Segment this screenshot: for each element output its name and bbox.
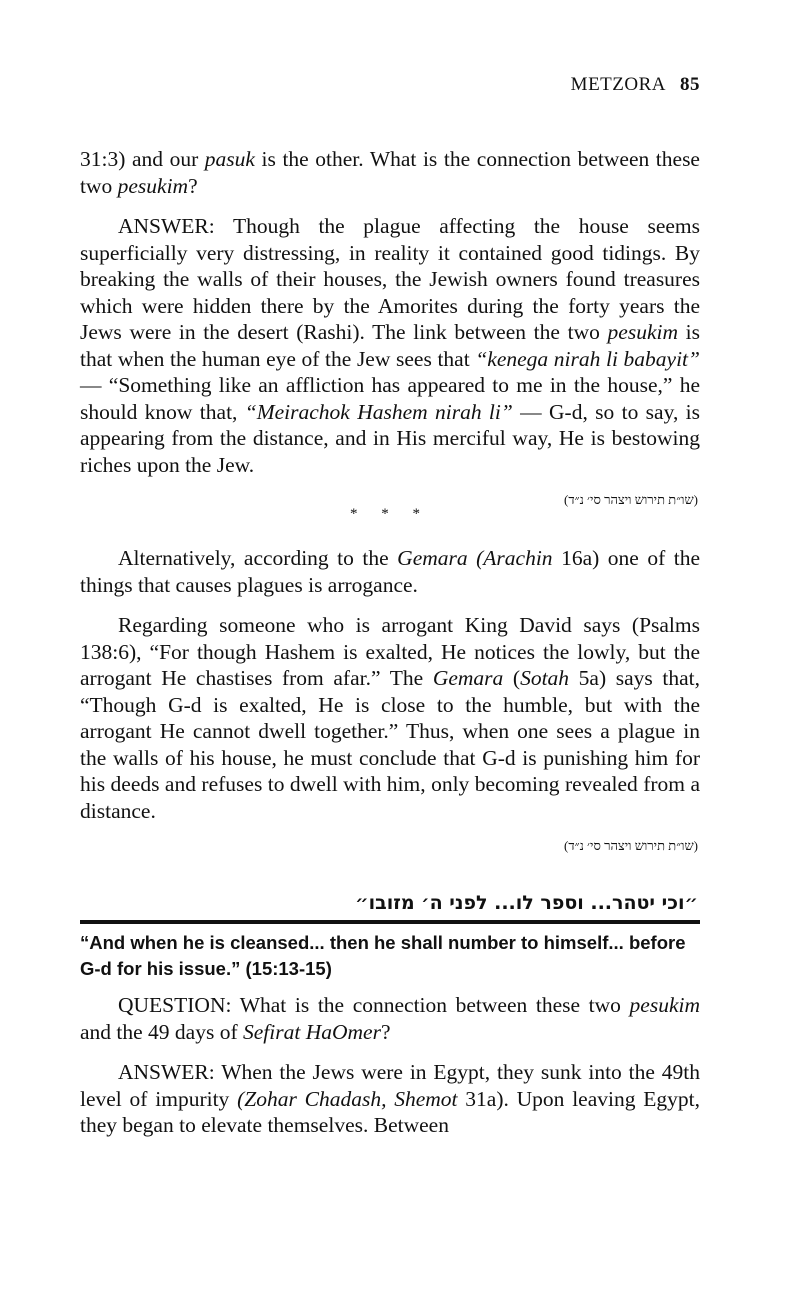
header-title: METZORA [570, 74, 666, 95]
paragraph-1: 31:3) and our pasuk is the other. What is the connection between these two pesukim? [80, 147, 700, 198]
hebrew-verse-heading: ״וכי יטהר... וספר לו... לפני ה׳ מזובו״ [355, 892, 698, 914]
english-verse-heading: “And when he is cleansed... then he shall number to himself... before G-d for his issue.” (15:13-15) [80, 932, 686, 979]
running-header [571, 74, 700, 96]
paragraph-answer-2: ANSWER: When the Jews were in Egypt, they sunk into the 49th level of impurity (Zohar Chadash, Shemot 31a). Upon leaving Egypt, they began to elevate themselves. Between [80, 1060, 701, 1137]
source-citation-1: (שו״ת תירוש ויצהר סי׳ נ״ד) [564, 492, 698, 507]
page-number: 85 [680, 74, 700, 95]
section-break-stars: * * * [350, 506, 430, 522]
heading-rule [80, 920, 700, 924]
paragraph-answer-1: ANSWER: Though the plague affecting the house seems superficially very distressing, in reality it contained good tidings. By breaking the walls of their houses, the Jewish owners found treasures which were hidden there by the Amorites during the forty years the Jews were in the desert (Rashi). The link between the two pesukim is that when the human eye of the Jew sees that “kenega nirah li babayit” — “Something like an affliction has appeared to me in the house,” he should know that, “Meirachok Hashem nirah li” — G-d, so to say, is appearing from the distance, and in His merciful way, He is bestowing riches upon the Jew. [80, 214, 700, 477]
paragraph-arrogance: Regarding someone who is arrogant King David says (Psalms 138:6), “For though Hashem is exalted, He notices the lowly, but the arrogant He chastises from afar.” The Gemara (Sotah 5a) says that, “Though G-d is exalted, He is close to the humble, but with the arrogant He cannot dwell together.” Thus, when one sees a plague in the walls of his house, he must conclude that G-d is punishing him for his deeds and refuses to dwell with him, only becoming revealed from a distance. [80, 613, 700, 823]
paragraph-alternatively: Alternatively, according to the Gemara (Arachin 16a) one of the things that causes plagues is arrogance. [80, 546, 700, 597]
page-body [80, 146, 700, 1139]
source-citation-2: (שו״ת תירוש ויצהר סי׳ נ״ד) [564, 838, 698, 853]
paragraph-question: QUESTION: What is the connection between these two pesukim and the 49 days of Sefirat HaOmer? [80, 993, 700, 1044]
